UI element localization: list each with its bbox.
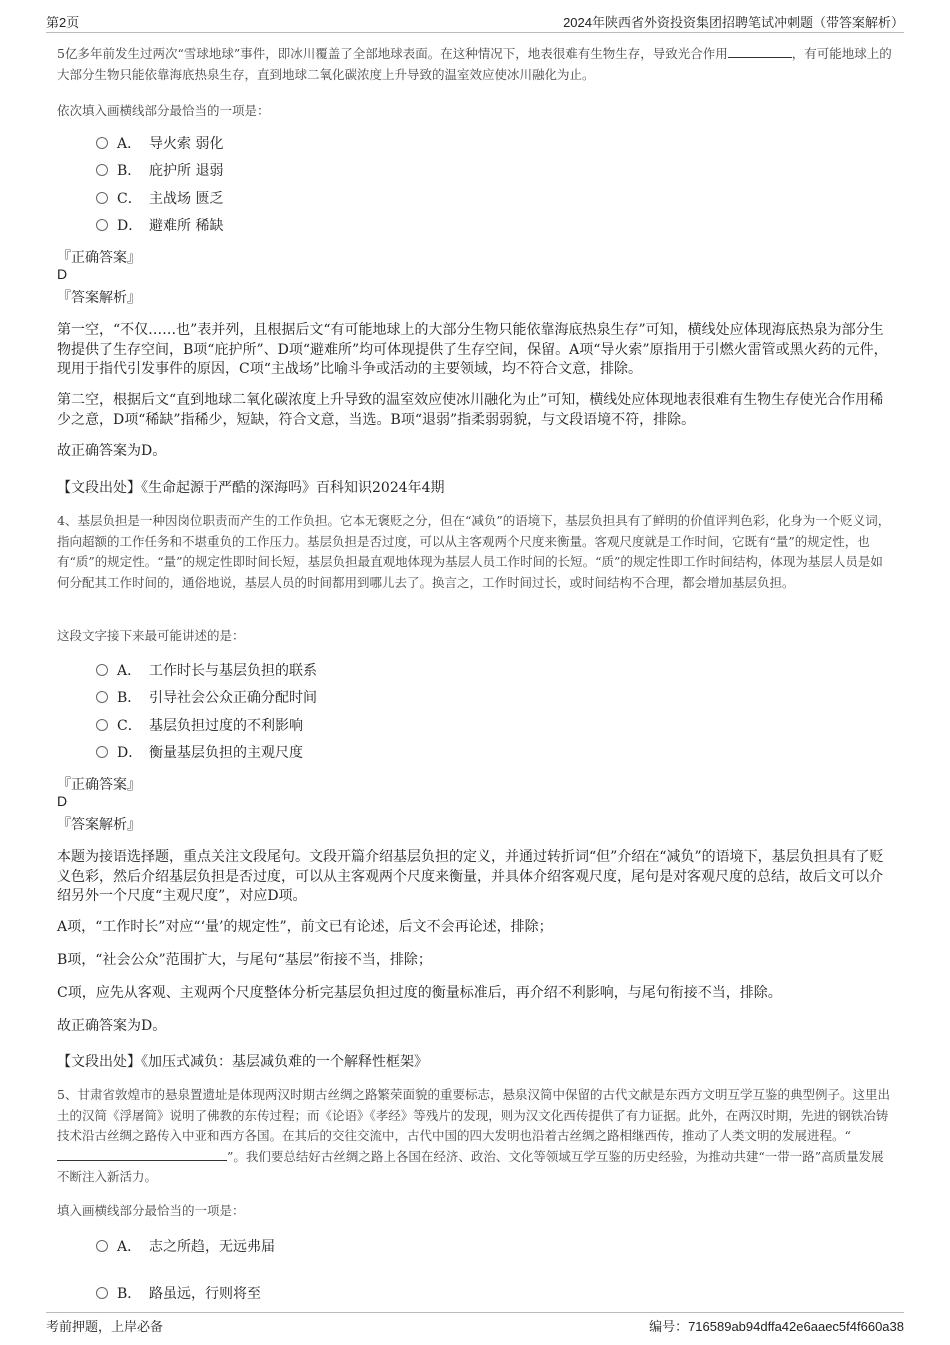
q3-analysis-p3: 故正确答案为D。 xyxy=(57,443,167,459)
option-text: 引导社会公众正确分配时间 xyxy=(149,690,317,706)
document-id: 编号：716589ab94dffa42e6aaec5f4f660a38 xyxy=(649,1319,904,1334)
q4-analysis-p3: B项，“社会公众”范围扩大，与尾句“基层”衔接不当，排除； xyxy=(57,952,432,968)
radio-icon[interactable] xyxy=(96,192,108,204)
q5-prompt: 填入画横线部分最恰当的一项是： xyxy=(57,1203,245,1218)
q4-correct-label: 『正确答案』 xyxy=(57,777,141,793)
q4-analysis-p2: A项，“工作时长”对应“‘量’的规定性”，前文已有论述，后文不会再论述，排除； xyxy=(57,919,553,935)
option-letter: B． xyxy=(117,1286,142,1302)
radio-icon[interactable] xyxy=(96,664,108,676)
radio-icon[interactable] xyxy=(96,137,108,149)
q5-option-b[interactable] xyxy=(96,1284,261,1304)
q5-option-a[interactable] xyxy=(96,1237,275,1257)
q4-option-a[interactable] xyxy=(96,661,317,681)
radio-icon[interactable] xyxy=(96,691,108,703)
q5-blank xyxy=(57,1148,227,1161)
option-text: 导火索 弱化 xyxy=(149,136,224,152)
option-text: 衡量基层负担的主观尺度 xyxy=(149,745,303,761)
q3-prompt: 依次填入画横线部分最恰当的一项是： xyxy=(57,103,270,118)
q4-option-d[interactable] xyxy=(96,743,303,763)
q4-source: 【文段出处】《加压式减负：基层减负难的一个解释性框架》 xyxy=(57,1054,428,1070)
q3-passage-part2: ，有可能地球上的大部分生物只能依靠海底热泉生存，直到地球二氧化碳浓度上升导致的温室效应使冰川融化为止。 xyxy=(57,46,892,82)
footer-slogan: 考前押题，上岸必备 xyxy=(46,1319,164,1334)
q3-blank xyxy=(728,45,792,58)
option-text: 路虽远，行则将至 xyxy=(149,1286,261,1302)
q4-option-c[interactable] xyxy=(96,716,303,736)
option-letter: C． xyxy=(117,718,142,734)
q4-answer: D xyxy=(57,793,68,809)
option-letter: B． xyxy=(117,690,142,706)
q3-option-c[interactable] xyxy=(96,189,223,209)
q3-correct-label: 『正确答案』 xyxy=(57,250,141,266)
option-letter: A． xyxy=(117,136,142,152)
q3-source: 【文段出处】《生命起源于严酷的深海吗》百科知识2024年4期 xyxy=(57,480,445,496)
option-text: 主战场 匮乏 xyxy=(149,191,224,207)
radio-icon[interactable] xyxy=(96,1240,108,1252)
q4-passage: 4、基层负担是一种因岗位职责而产生的工作负担。它本无褒贬之分，但在“减负”的语境下，基层负担具有了鲜明的价值评判色彩，化身为一个贬义词，指向超额的工作任务和不堪重负的工作压力。基层负担是否过度，可以从主客观两个尺度来衡量。客观尺度就是工作时间，它既有“量”的规定性，也有“质”的规定性。“量”的规定性即时间长短，基层负担最直观地体现为基层人员工作时间的长短。“质”的规定性即工作时间结构，体现为基层人员是如何分配其工作时间的，通俗地说，基层人员的时间都用到哪儿去了。换言之，工作时间过长，或时间结构不合理，都会增加基层负担。 xyxy=(57,513,891,590)
q5-passage-part2: ”。我们要总结好古丝绸之路上各国在经济、政治、文化等领域互学互鉴的历史经验，为推动共建“一带一路”高质量发展不断注入新活力。 xyxy=(57,1148,884,1184)
q3-analysis-label: 『答案解析』 xyxy=(57,290,141,306)
page-header xyxy=(46,10,904,33)
q3-option-d[interactable] xyxy=(96,216,223,236)
page-footer xyxy=(46,1312,904,1335)
q4-analysis-p5: 故正确答案为D。 xyxy=(57,1018,167,1034)
q3-answer: D xyxy=(57,266,68,282)
q3-passage xyxy=(57,44,893,85)
q3-analysis-p2: 第二空，根据后文“直到地球二氧化碳浓度上升导致的温室效应使冰川融化为止”可知，横线处应体现地表很难有生物生存使光合作用稀少之意，D项“稀缺”指稀少，短缺，符合文意，当选。B项“退弱”指柔弱弱貌，与文段语境不符，排除。 xyxy=(57,392,884,428)
radio-icon[interactable] xyxy=(96,719,108,731)
document-title: 2024年陕西省外资投资集团招聘笔试冲刺题（带答案解析） xyxy=(563,15,904,30)
option-letter: B． xyxy=(117,163,142,179)
option-text: 志之所趋，无远弗届 xyxy=(149,1239,275,1255)
q4-option-b[interactable] xyxy=(96,688,317,708)
q3-option-b[interactable] xyxy=(96,161,223,181)
radio-icon[interactable] xyxy=(96,746,108,758)
q3-passage-part1: 5亿多年前发生过两次“雪球地球”事件，即冰川覆盖了全部地球表面。在这种情况下，地表很难有生物生存，导致光合作用 xyxy=(57,46,728,61)
option-letter: A． xyxy=(117,1239,142,1255)
option-letter: A． xyxy=(117,663,142,679)
option-text: 基层负担过度的不利影响 xyxy=(149,718,303,734)
option-text: 避难所 稀缺 xyxy=(149,218,224,234)
radio-icon[interactable] xyxy=(96,164,108,176)
option-text: 工作时长与基层负担的联系 xyxy=(149,663,317,679)
q3-option-a[interactable] xyxy=(96,134,223,154)
option-text: 庇护所 退弱 xyxy=(149,163,224,179)
radio-icon[interactable] xyxy=(96,219,108,231)
q4-prompt: 这段文字接下来最可能讲述的是： xyxy=(57,628,245,643)
q4-analysis-p4: C项，应先从客观、主观两个尺度整体分析完基层负担过度的衡量标准后，再介绍不利影响，与尾句衔接不当，排除。 xyxy=(57,985,782,1001)
q3-analysis-p1: 第一空，“不仅……也”表并列，且根据后文“有可能地球上的大部分生物只能依靠海底热泉生存”可知，横线处应体现海底热泉为部分生物提供了生存空间，B项“庇护所”、D项“避难所”均可体现提供了生存空间，保留。A项“导火索”原指用于引燃火雷管或黑火药的元件，现用于指代引发事件的原因，C项“主战场”比喻斗争或活动的主要领域，均不符合文意，排除。 xyxy=(57,322,888,377)
q4-analysis-label: 『答案解析』 xyxy=(57,817,141,833)
page-number: 第2页 xyxy=(46,15,80,30)
option-letter: C． xyxy=(117,191,142,207)
option-letter: D． xyxy=(117,218,143,234)
q5-passage-part1: 5、甘肃省敦煌市的悬泉置遗址是体现两汉时期古丝绸之路繁荣面貌的重要标志，悬泉汉简中保留的古代文献是东西方文明互学互鉴的典型例子。这里出土的汉简《浮屠简》说明了佛教的东传过程；而《论语》《孝经》等残片的发现，则为汉文化西传提供了有力证据。此外，在两汉时期，先进的钢铁冶铸技术沿古丝绸之路传入中亚和西方各国。在其后的交往交流中，古代中国的四大发明也沿着古丝绸之路相继西传，推动了人类文明的发展进程。“ xyxy=(57,1087,890,1143)
q4-analysis-p1: 本题为接语选择题，重点关注文段尾句。文段开篇介绍基层负担的定义，并通过转折词“但”介绍在“减负”的语境下，基层负担具有了贬义色彩，然后介绍基层负担是否过度，可以从主客观两个尺度来衡量，并具体介绍客观尺度，尾句是对客观尺度的总结，故后文可以介绍另外一个尺度“主观尺度”，对应D项。 xyxy=(57,849,884,904)
q5-passage xyxy=(57,1085,893,1188)
option-letter: D． xyxy=(117,745,143,761)
radio-icon[interactable] xyxy=(96,1287,108,1299)
